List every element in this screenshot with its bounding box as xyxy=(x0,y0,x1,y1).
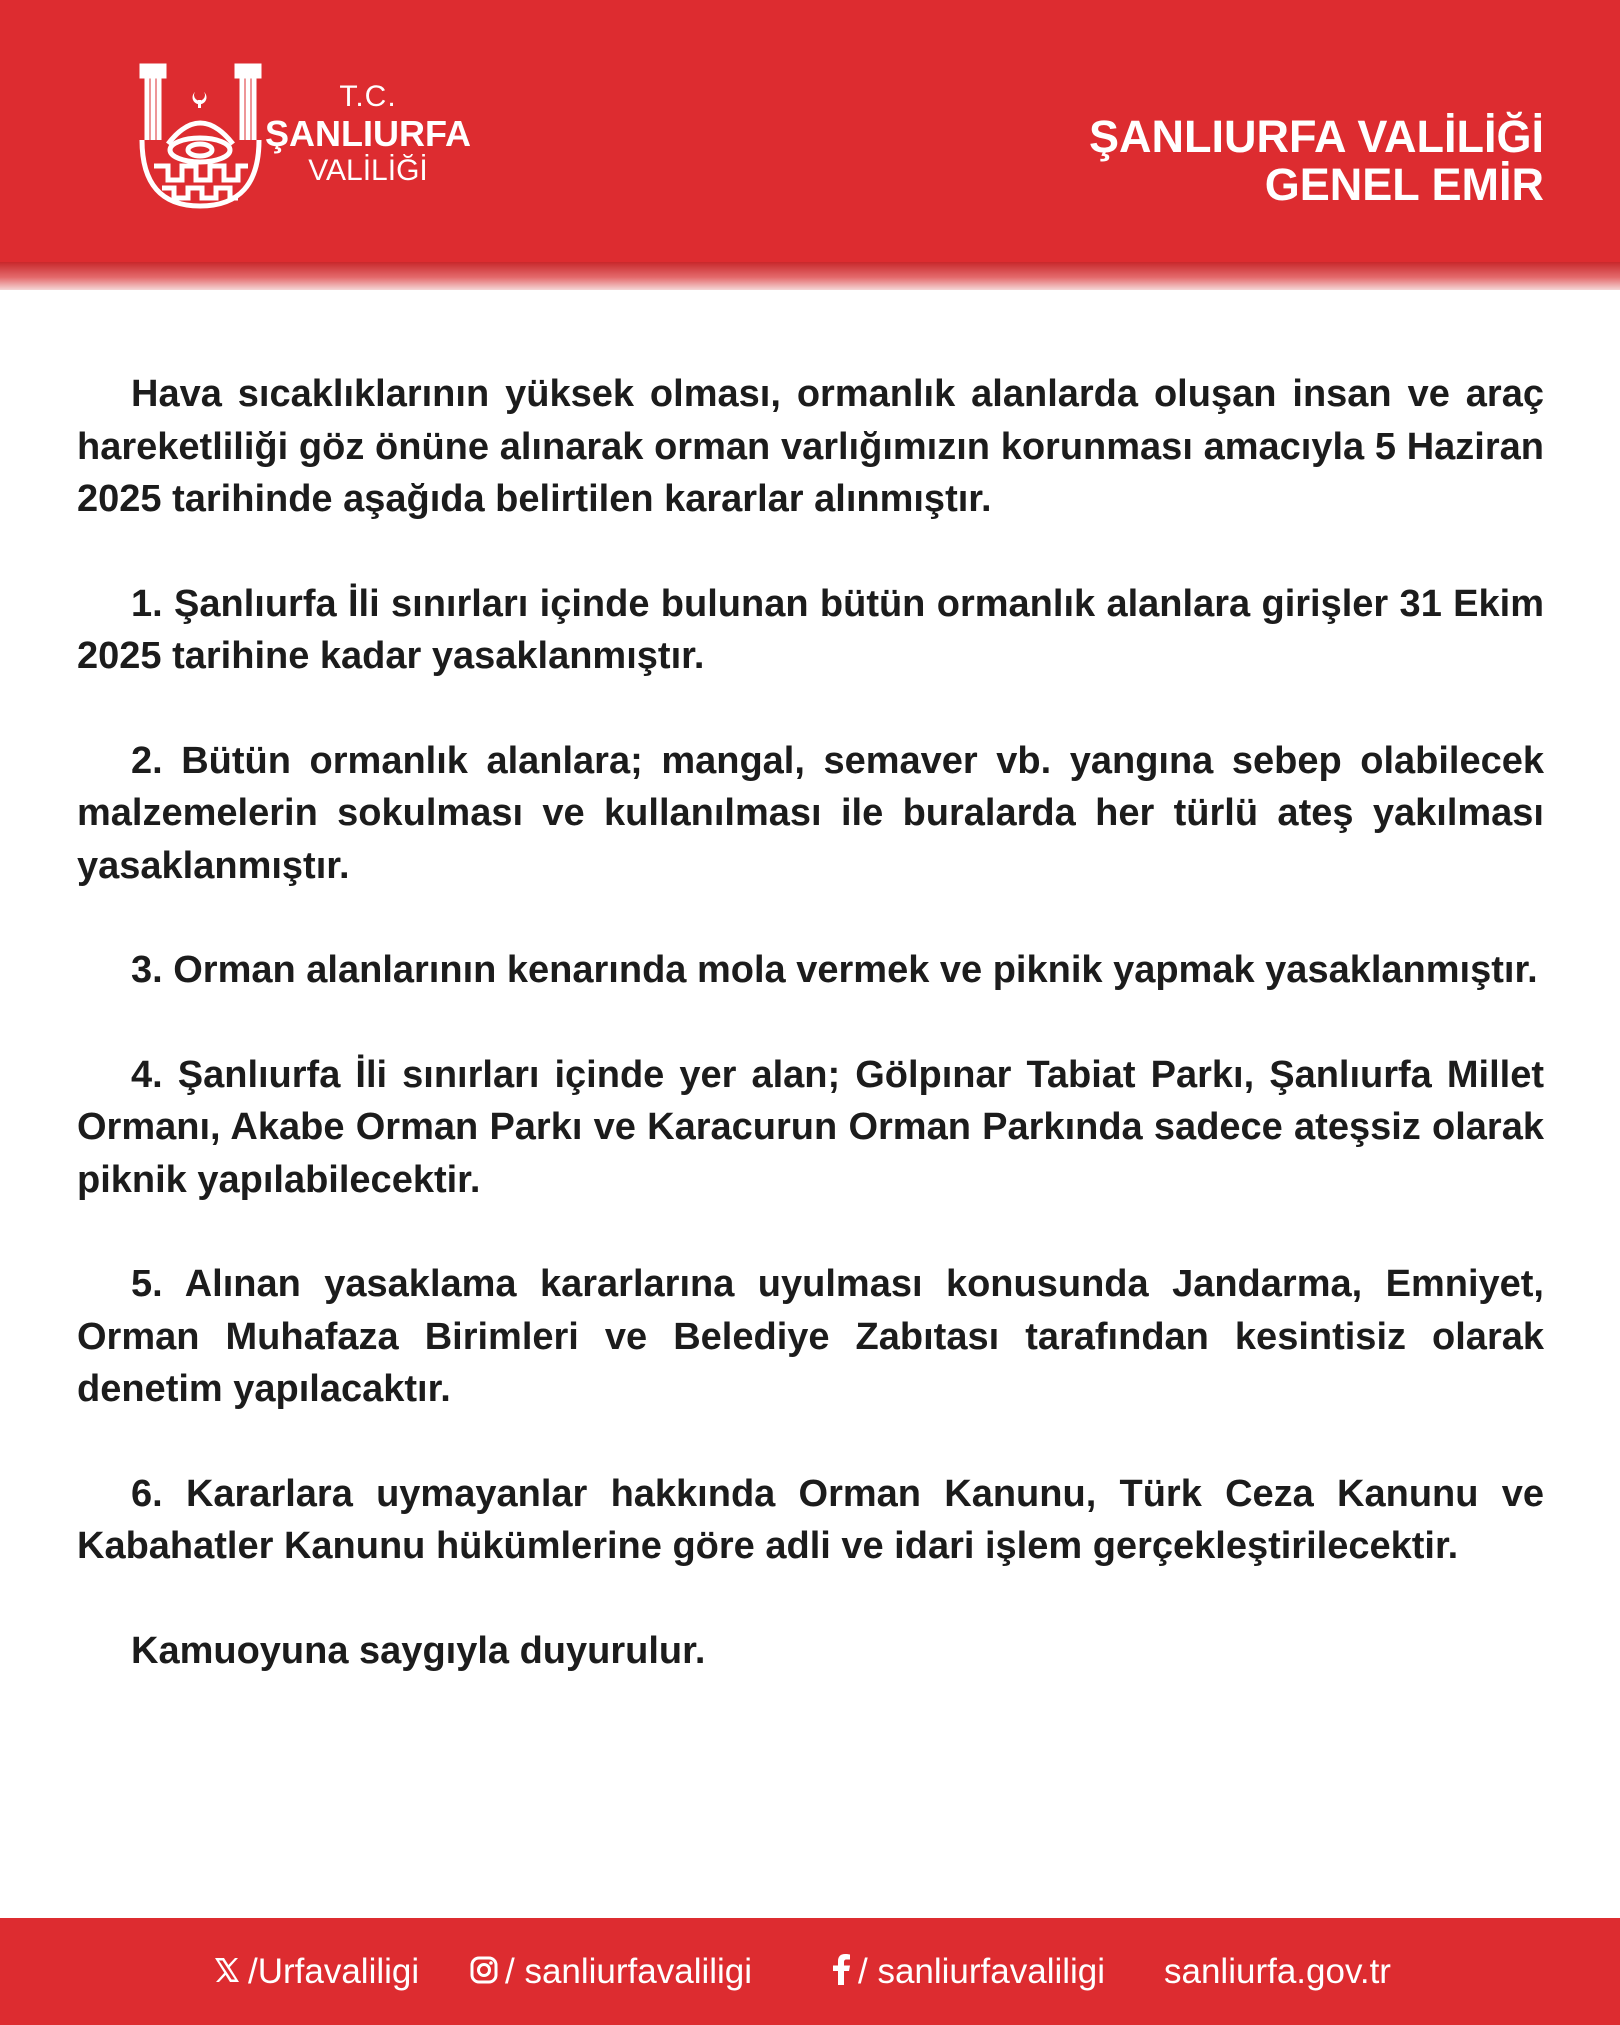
footer-facebook-handle: / sanliurfavaliligi xyxy=(858,1952,1106,1991)
logo-text xyxy=(263,80,473,188)
footer-website-link[interactable] xyxy=(1164,1952,1391,1992)
x-icon xyxy=(212,1954,242,1994)
header-shadow xyxy=(0,262,1620,290)
decision-item-2: 2. Bütün ormanlık alanlara; mangal, semaver vb. yangına sebep olabilecek malzemelerin sokulması ve kullanılması ile buralarda her türlü ateş yakılması yasaklanmıştır. xyxy=(77,739,1544,887)
governorate-emblem-icon xyxy=(138,62,263,210)
header-title-line1: ŞANLIURFA VALİLİĞİ xyxy=(1089,111,1544,162)
logo-governorate: VALİLİĞİ xyxy=(308,154,428,187)
decision-item-6: 6. Kararlara uymayanlar hakkında Orman Kanunu, Türk Ceza Kanunu ve Kabahatler Kanunu hükümlerine göre adli ve idari işlem gerçekleştirilecektir. xyxy=(77,1472,1544,1567)
footer-website: sanliurfa.gov.tr xyxy=(1164,1952,1391,1991)
decision-item-5: 5. Alınan yasaklama kararlarına uyulması konusunda Jandarma, Emniyet, Orman Muhafaza Birimleri ve Belediye Zabıtası tarafından kesintisiz olarak denetim yapılacaktır. xyxy=(77,1263,1544,1410)
logo xyxy=(138,62,478,212)
footer-instagram-link[interactable] xyxy=(469,1952,752,1994)
instagram-icon xyxy=(469,1954,499,1994)
logo-tc: T.C. xyxy=(339,80,397,113)
header-title xyxy=(1089,113,1544,209)
decision-item-4: 4. Şanlıurfa İli sınırları içinde yer alan; Gölpınar Tabiat Parkı, Şanlıurfa Millet Ormanı, Akabe Orman Parkı ve Karacurun Orman Parkında sadece ateşsiz olarak piknik yapılabilecektir. xyxy=(77,1053,1544,1201)
logo-city: ŞANLIURFA xyxy=(265,113,471,154)
closing-line: Kamuoyuna saygıyla duyurulur. xyxy=(131,1629,706,1672)
intro-paragraph: Hava sıcaklıklarının yüksek olması, ormanlık alanlarda oluşan insan ve araç hareketliliği göz önüne alınarak orman varlığımızın korunması amacıyla 5 Haziran 2025 tarihinde aşağıda belirtilen kararlar alınmıştır. xyxy=(77,373,1544,520)
footer-facebook-link[interactable] xyxy=(830,1952,1105,1994)
footer-x-link[interactable] xyxy=(212,1952,419,1994)
decision-item-3: 3. Orman alanlarının kenarında mola vermek ve piknik yapmak yasaklanmıştır. xyxy=(131,949,1538,991)
header-title-line2: GENEL EMİR xyxy=(1264,159,1544,210)
facebook-icon xyxy=(830,1953,852,1994)
header-bar xyxy=(0,0,1620,262)
footer-bar xyxy=(0,1918,1620,2025)
announcement-body xyxy=(77,368,1544,1729)
decision-item-1: 1. Şanlıurfa İli sınırları içinde bulunan bütün ormanlık alanlara girişler 31 Ekim 2025 tarihine kadar yasaklanmıştır. xyxy=(77,582,1544,677)
footer-instagram-handle: / sanliurfavaliligi xyxy=(505,1952,753,1991)
footer-x-handle: /Urfavaliligi xyxy=(248,1952,420,1991)
